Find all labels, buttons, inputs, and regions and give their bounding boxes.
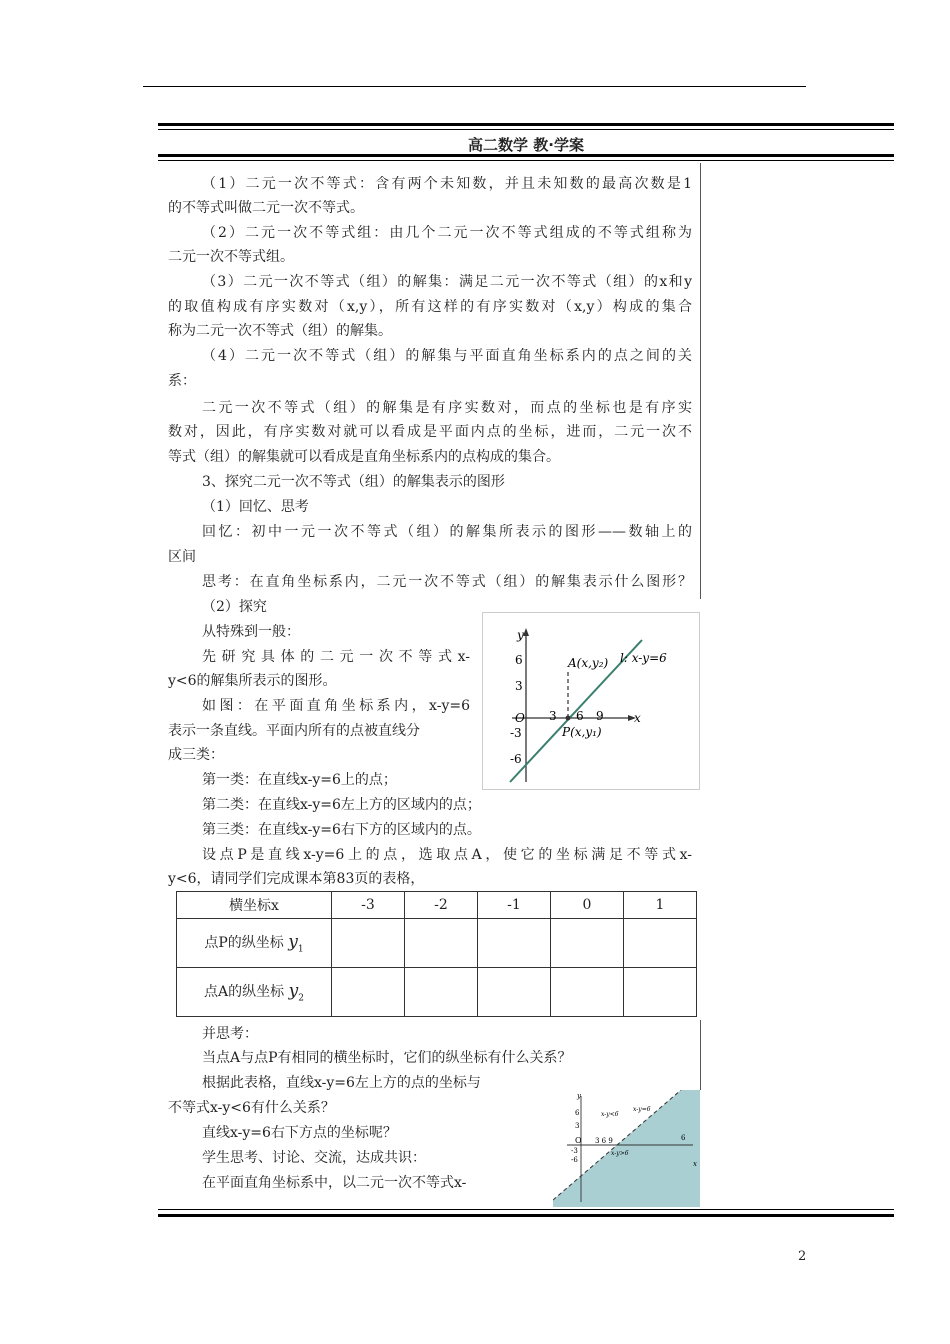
table-cell-input[interactable]: [405, 968, 478, 1017]
table-cell-input[interactable]: [551, 919, 624, 968]
para-13a: 如图：在平面直角坐标系内，x-y=6: [202, 698, 470, 714]
y-tick-6: 6: [575, 1109, 580, 1117]
para-15: 第二类：在直线x-y=6左上方的区域内的点；: [202, 797, 481, 813]
y-tick-neg3: -3: [510, 726, 522, 740]
table-row: [177, 919, 697, 968]
y1-symbol: $y_1$: [288, 931, 304, 955]
page-number: 2: [798, 1249, 807, 1264]
para-10: （2）探究: [202, 599, 267, 615]
para-12b: y<6的解集所表示的图形。: [168, 673, 337, 689]
table-cell-input[interactable]: [332, 919, 405, 968]
content-right-border-upper: [700, 163, 701, 599]
y-tick-neg6: -6: [571, 1156, 578, 1164]
y-axis-label: y: [517, 628, 524, 642]
para-3b: 的取值构成有序实数对（x,y），所有这样的有序实数对（x,y）构成的集合: [168, 299, 692, 315]
point-p-dot: [566, 716, 571, 721]
header-cell: -1: [478, 892, 551, 919]
para-8a: 回忆：初中一元一次不等式（组）的解集所表示的图形——数轴上的: [202, 524, 692, 540]
content-right-border-lower: [700, 1020, 701, 1090]
line-label: x-y=6: [633, 1106, 651, 1113]
para-7: （1）回忆、思考: [202, 499, 309, 515]
para-16: 第三类：在直线x-y=6右下方的区域内的点。: [202, 822, 481, 838]
header-thick-rule: [158, 123, 894, 126]
header-cell: -2: [405, 892, 478, 919]
row-label-text: 点A的纵坐标: [204, 983, 285, 1000]
x-tick-3: 3: [549, 709, 557, 723]
title-thin-rule: [158, 160, 894, 161]
figure-region-graph: [553, 1090, 700, 1207]
row-label-a: [177, 968, 332, 1017]
para-2a: （2）二元一次不等式组：由几个二元一次不等式组成的不等式组称为: [202, 225, 692, 241]
y-tick-3: 3: [515, 679, 523, 693]
table-cell-input[interactable]: [332, 968, 405, 1017]
para-9: 思考：在直角坐标系内，二元一次不等式（组）的解集表示什么图形？: [202, 574, 692, 590]
para-17b: y<6，请同学们完成课本第83页的表格，: [168, 871, 425, 887]
para-23: 在平面直角坐标系中，以二元一次不等式x-: [202, 1175, 467, 1191]
para-17a: 设点P是直线x-y=6上的点，选取点A，使它的坐标满足不等式x-: [202, 847, 692, 863]
para-4b: 系：: [168, 373, 196, 389]
row-label-text: 点P的纵坐标: [204, 934, 284, 951]
para-22: 学生思考、讨论、交流，达成共识：: [202, 1150, 426, 1166]
x-ticks: 3 6 9: [595, 1137, 613, 1145]
para-5b: 数对，因此，有序实数对就可以看成是平面内点的坐标，进而，二元一次不: [168, 424, 692, 440]
origin-label: O: [515, 711, 525, 725]
region-greater-label: x-y>6: [611, 1150, 629, 1157]
para-18: 并思考：: [202, 1026, 258, 1042]
para-20b: 不等式x-y<6有什么关系？: [168, 1100, 335, 1116]
para-13c: 成三类：: [168, 747, 224, 763]
figure-line-graph: [482, 612, 700, 790]
y2-symbol: $y_2$: [288, 980, 304, 1004]
para-1b: 的不等式叫做二元一次不等式。: [168, 200, 364, 216]
header-cell: 横坐标x: [177, 892, 332, 919]
para-21: 直线x-y=6右下方点的坐标呢？: [202, 1125, 397, 1141]
top-rule: [143, 86, 806, 87]
title-thick-rule: [158, 154, 894, 157]
table-cell-input[interactable]: [624, 919, 697, 968]
region-less-label: x-y<6: [601, 1111, 619, 1118]
para-20a: 根据此表格，直线x-y=6左上方的点的坐标与: [202, 1075, 481, 1091]
y-axis-label: y: [577, 1092, 581, 1100]
para-3a: （3）二元一次不等式（组）的解集：满足二元一次不等式（组）的x和y: [202, 274, 692, 290]
para-19: 当点A与点P有相同的横坐标时，它们的纵坐标有什么关系？: [202, 1050, 572, 1066]
header-thin-rule: [158, 129, 894, 130]
header-cell: 1: [624, 892, 697, 919]
header-cell: -3: [332, 892, 405, 919]
row-label-p: [177, 919, 332, 968]
point-a-label: A(x,y₂): [568, 656, 609, 670]
para-11: 从特殊到一般：: [202, 624, 300, 640]
y-tick-3: 3: [575, 1122, 580, 1130]
para-6: 3、探究二元一次不等式（组）的解集表示的图形: [202, 474, 505, 490]
table-cell-input[interactable]: [478, 919, 551, 968]
para-5c: 等式（组）的解集就可以看成是直角坐标系内的点构成的集合。: [168, 449, 560, 465]
header-cell: 0: [551, 892, 624, 919]
table-header-row: [177, 892, 697, 919]
y-tick-neg3: -3: [571, 1147, 578, 1155]
page-title: 高二数学 教·学案: [468, 136, 584, 154]
table-row: [177, 968, 697, 1017]
point-p-label: P(x,y₁): [562, 725, 602, 739]
para-14: 第一类：在直线x-y=6上的点；: [202, 772, 397, 788]
line-label: l: x-y=6: [620, 651, 667, 665]
table-cell-input[interactable]: [551, 968, 624, 1017]
x-axis-label: x: [634, 711, 641, 725]
x-tick-9: 9: [596, 709, 604, 723]
para-1a: （1）二元一次不等式：含有两个未知数，并且未知数的最高次数是1: [202, 176, 692, 192]
para-12a: 先研究具体的二元一次不等式x-: [202, 649, 470, 665]
y-tick-neg6: -6: [510, 752, 522, 766]
para-13b: 表示一条直线。平面内所有的点被直线分: [168, 723, 420, 739]
x-axis-label: x: [693, 1160, 697, 1168]
origin-label: O: [575, 1136, 582, 1145]
para-4a: （4）二元一次不等式（组）的解集与平面直角坐标系内的点之间的关: [202, 348, 692, 364]
footer-thick-rule: [158, 1214, 894, 1217]
para-8b: 区间: [168, 549, 196, 565]
x-tick-6: 6: [681, 1134, 686, 1142]
para-5a: 二元一次不等式（组）的解集是有序实数对，而点的坐标也是有序实: [202, 400, 692, 416]
table-cell-input[interactable]: [478, 968, 551, 1017]
x-tick-6: 6: [576, 709, 584, 723]
coordinates-table: [176, 891, 697, 1017]
y-tick-6: 6: [515, 653, 523, 667]
para-2b: 二元一次不等式组。: [168, 249, 294, 265]
para-3c: 称为二元一次不等式（组）的解集。: [168, 323, 392, 339]
footer-thin-rule: [158, 1209, 894, 1210]
table-cell-input[interactable]: [624, 968, 697, 1017]
table-cell-input[interactable]: [405, 919, 478, 968]
